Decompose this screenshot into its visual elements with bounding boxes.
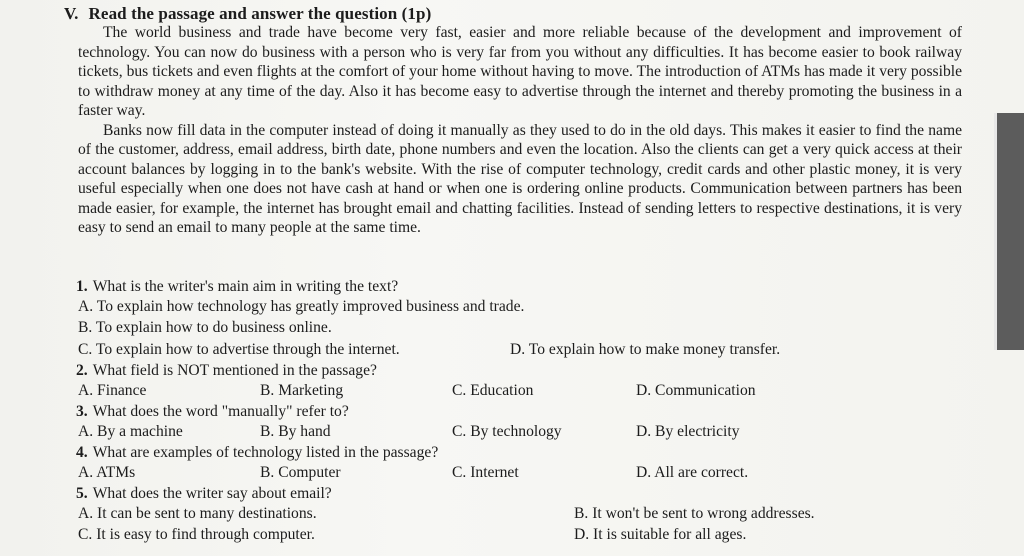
option-c: C. Internet [452,463,519,481]
option-row [76,340,966,362]
passage-paragraph-2: Banks now fill data in the computer instead of doing it manually as they used to do in the old days. This makes it easier to find the name of the customer, address, email address, birth date, phone numbers and even the location. Also the clients can get a very quick access at their account balances by logging in to the bank's website. With the rise of computer technology, credit cards and other plastic money, it is very useful especially when one does not have cash at hand or when one is ordering online products. Communication between partners has been made easier, for example, the internet has brought email and chatting facilities. Instead of sending letters to respective destinations, it is very easy to send an email to many people at the same time. [78,121,962,236]
option-d: D. All are correct. [636,463,749,481]
option-d: D. Communication [636,381,756,399]
option-row [76,381,966,403]
question-2 [76,361,966,381]
question-1 [76,277,966,297]
option-d: D. It is suitable for all ages. [574,526,747,543]
question-number: 1. [76,278,88,295]
question-5 [76,484,966,504]
question-text: What field is NOT mentioned in the passage? [92,362,377,379]
option-row [76,422,966,444]
option-b: B. By hand [260,422,331,440]
option-c: C. Education [452,381,534,399]
section-heading [64,4,431,24]
option-c: C. It is easy to find through computer. [78,526,315,543]
question-3 [76,402,966,422]
question-number: 2. [76,362,88,379]
option-b: B. To explain how to do business online. [78,319,332,336]
option-a: A. Finance [78,381,147,399]
passage-paragraph-1: The world business and trade have become very fast, easier and more reliable because of the development and improvement of technology. You can now do business with a person who is very far from you without any difficulties. It has become easier to book railway tickets, bus tickets and even flights at the comfort of your home without having to move. The introduction of ATMs has made it very possible to withdraw money at any time of the day. Also it has become easy to advertise through the internet and thereby promoting the business in a faster way. [78,24,962,119]
option-a: A. It can be sent to many destinations. [78,504,317,522]
option-b: B. Computer [260,463,341,481]
option-d: D. By electricity [636,422,740,440]
option-row [76,297,966,319]
question-text: What does the writer say about email? [92,485,332,502]
question-text: What are examples of technology listed in the passage? [92,444,439,461]
section-number: V. [64,4,79,23]
option-c: C. To explain how to advertise through the internet. [78,340,400,358]
question-number: 5. [76,485,88,502]
option-a: A. ATMs [78,463,136,481]
option-a: A. To explain how technology has greatly improved business and trade. [78,297,525,315]
option-b: B. Marketing [260,381,344,399]
option-row [76,463,966,485]
question-4 [76,443,966,463]
page-edge-shadow [994,113,1024,350]
option-row [76,318,966,340]
option-b: B. It won't be sent to wrong addresses. [574,504,815,522]
option-row [76,504,966,526]
question-list [76,277,966,547]
option-a: A. By a machine [78,422,183,440]
reading-passage [78,23,962,238]
question-text: What is the writer's main aim in writing the text? [92,278,399,295]
option-c: C. By technology [452,422,562,440]
option-d: D. To explain how to make money transfer. [510,340,781,358]
section-title: Read the passage and answer the question (1p) [88,4,432,23]
question-text: What does the word "manually" refer to? [92,403,349,420]
question-number: 4. [76,444,88,461]
question-number: 3. [76,403,88,420]
option-row [76,525,966,547]
